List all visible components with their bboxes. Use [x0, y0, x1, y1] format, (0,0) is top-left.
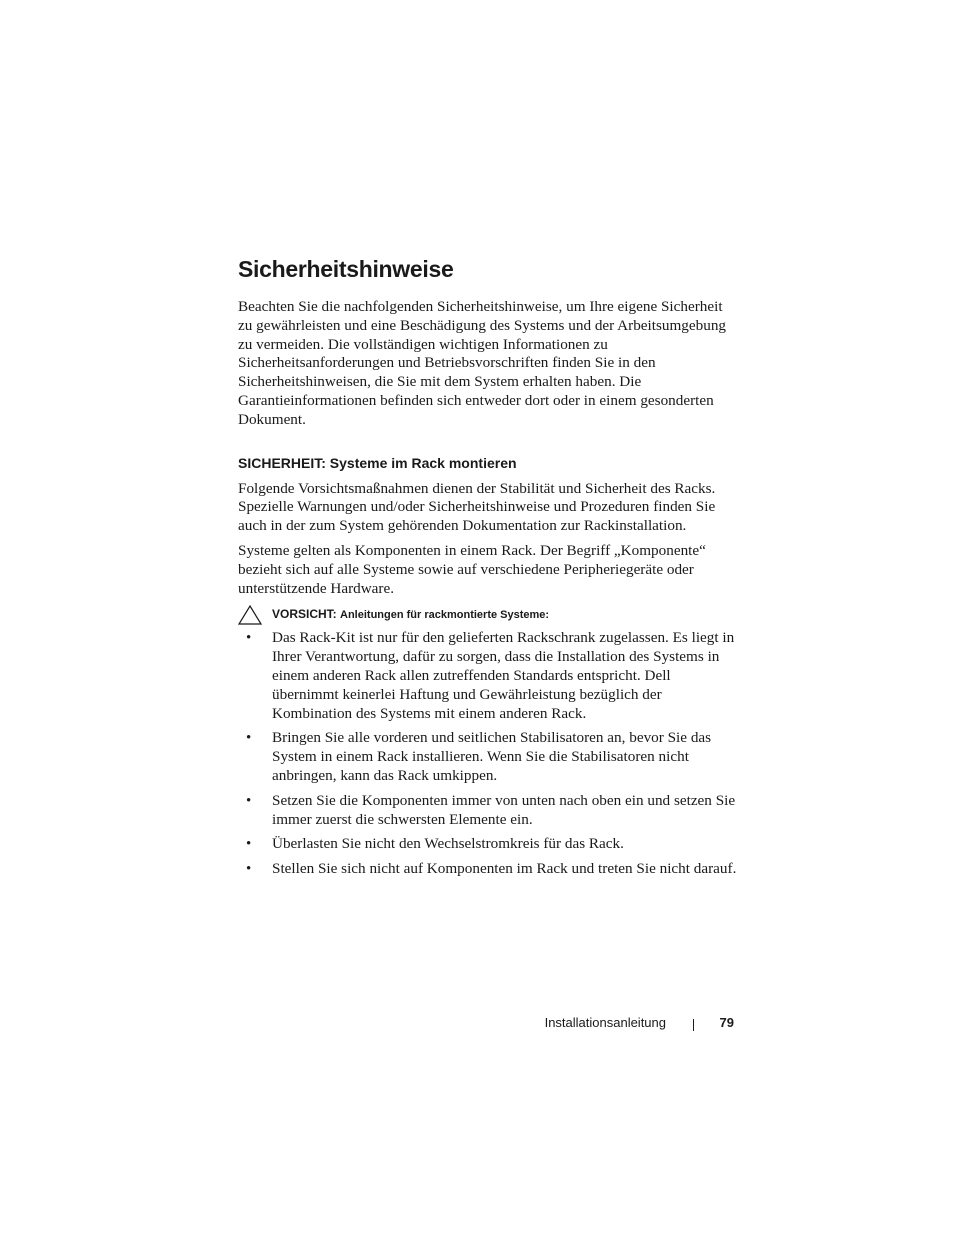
list-item-text: Bringen Sie alle vorderen und seitlichen Stabilisatoren an, bevor Sie das System in einem Rack installieren. Wenn Sie die Stabilisatoren nicht anbringen, kann das Rack umkippen.: [272, 729, 712, 784]
section-paragraph-1: Folgende Vorsichtsmaßnahmen dienen der Stabilität und Sicherheit des Racks. Spezielle Warnungen und/oder Sicherheitshinweise und Prozeduren finden Sie auch in der zum System gehörenden Dokumentation zur Rackinstallation.: [238, 479, 716, 535]
section-paragraph-2: Systeme gelten als Komponenten in einem Rack. Der Begriff „Komponente“ bezieht sich auf alle Systeme sowie auf verschiedene Peripheriegeräte oder unterstützende Hardware.: [238, 541, 706, 597]
list-item: [238, 835, 738, 854]
intro-paragraph: Beachten Sie die nachfolgenden Sicherheitshinweise, um Ihre eigene Sicherheit zu gewährleisten und eine Beschädigung des Systems und der Arbeitsumgebung zu vermeiden. Die vollständigen wichtigen Informationen zu Sicherheitsanforderungen und Betriebsvorschriften finden Sie in den Sicherheitshinweisen, die Sie mit dem System erhalten haben. Die Garantieinformationen befinden sich entweder dort oder in einem gesonderten Dokument.: [238, 298, 727, 428]
page-number: 79: [719, 1015, 734, 1030]
caution-note: [238, 606, 738, 623]
list-item-text: Das Rack-Kit ist nur für den gelieferten Rackschrank zugelassen. Es liegt in Ihrer Verantwortung, dafür zu sorgen, dass die Installation des Systems in einem anderen Rack allen zutreffenden Standards entspricht. Dell übernimmt keinerlei Haftung und Gewährleistung bezüglich der Kombination des Systems mit einem anderen Rack.: [272, 629, 735, 722]
bullet-marker: •: [246, 792, 252, 809]
caution-list: [238, 629, 738, 879]
list-item: [238, 860, 738, 879]
page-footer: [500, 1015, 738, 1035]
warning-triangle-icon: [238, 605, 262, 625]
page-title: Sicherheitshinweise: [238, 256, 454, 282]
list-item-text: Stellen Sie sich nicht auf Komponenten im Rack und treten Sie nicht darauf.: [272, 860, 737, 878]
caution-label: VORSICHT:: [272, 607, 337, 622]
footer-title: Installationsanleitung: [544, 1015, 666, 1030]
section-heading: SICHERHEIT: Systeme im Rack montieren: [238, 454, 517, 471]
document-body: [238, 252, 738, 879]
list-item: [238, 792, 738, 830]
list-item-text: Setzen Sie die Komponenten immer von unten nach oben ein und setzen Sie immer zuerst die schwersten Elemente ein.: [272, 791, 736, 828]
bullet-marker: •: [246, 730, 252, 747]
list-item: [238, 629, 738, 723]
bullet-marker: •: [246, 836, 252, 853]
list-item: [238, 729, 738, 785]
bullet-marker: •: [246, 630, 252, 647]
footer-divider: [693, 1019, 694, 1031]
caution-text: Anleitungen für rackmontierte Systeme:: [340, 609, 550, 622]
bullet-marker: •: [246, 861, 252, 878]
list-item-text: Überlasten Sie nicht den Wechselstromkreis für das Rack.: [272, 835, 624, 853]
